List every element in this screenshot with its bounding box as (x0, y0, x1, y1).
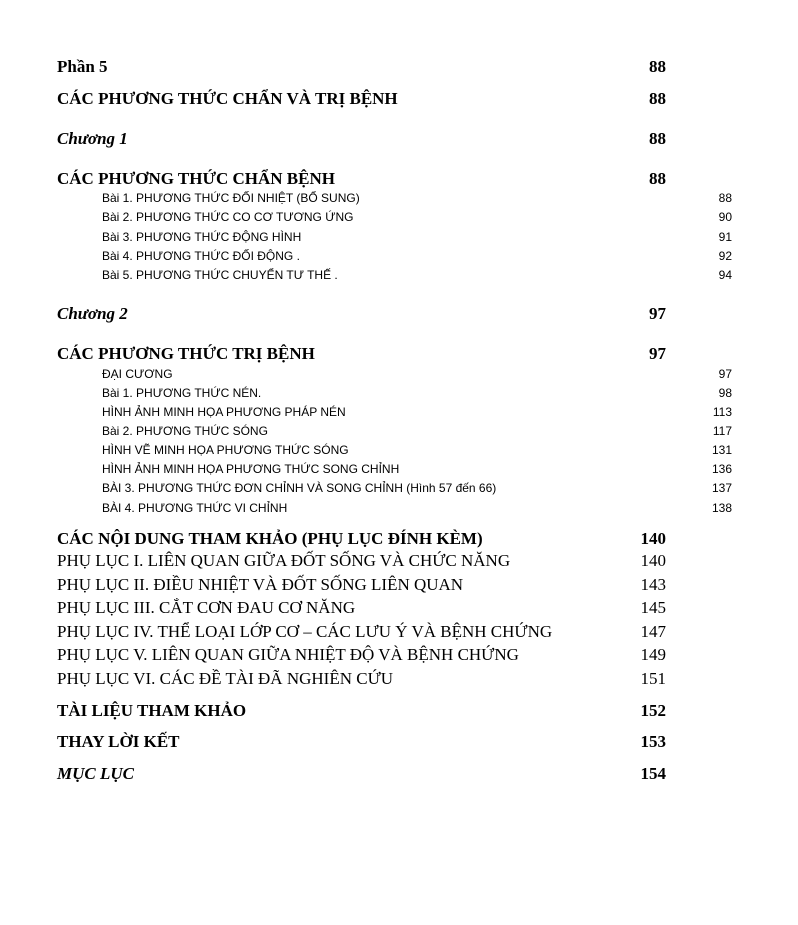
toc-entry-title: THAY LỜI KẾT (57, 732, 180, 751)
toc-entry-page: 131 (711, 443, 732, 457)
toc-entry-page: 147 (640, 622, 666, 641)
toc-entry-title: PHỤ LỤC I. LIÊN QUAN GIỮA ĐỐT SỐNG VÀ CHỨC NĂNG (57, 551, 511, 570)
toc-entry-title: CÁC PHƯƠNG THỨC TRỊ BỆNH (57, 344, 315, 363)
toc-entry-title: PHỤ LỤC V. LIÊN QUAN GIỮA NHIỆT ĐỘ VÀ BỆNH CHỨNG (57, 645, 519, 664)
toc-entry-page: 143 (640, 575, 666, 594)
toc-entry-title: BÀI 3. PHƯƠNG THỨC ĐƠN CHỈNH VÀ SONG CHỈNH (Hình 57 đến 66) (102, 481, 497, 495)
toc-entry-title: Bài 1. PHƯƠNG THỨC ĐỐI NHIỆT (BỔ SUNG) (102, 191, 360, 205)
toc-entry-page: 88 (649, 57, 666, 76)
toc-entry-page: 151 (640, 669, 666, 688)
toc-entry-title: TÀI LIỆU THAM KHẢO (57, 701, 247, 720)
toc-entry-page: 98 (718, 386, 732, 400)
toc-entry-page: 90 (718, 210, 732, 224)
toc-entry-title: MỤC LỤC (57, 764, 134, 783)
toc-entry-title: Bài 1. PHƯƠNG THỨC NÉN. (102, 386, 262, 400)
toc-entry-title: Bài 3. PHƯƠNG THỨC ĐỘNG HÌNH (102, 230, 302, 244)
toc-entry-title: Phần 5 (57, 57, 108, 76)
toc-entry-title: CÁC NỘI DUNG THAM KHẢO (PHỤ LỤC ĐÍNH KÈM) (57, 529, 483, 548)
toc-entry-page: 140 (640, 529, 666, 548)
toc-entry-title: HÌNH VẼ MINH HỌA PHƯƠNG THỨC SÓNG (102, 443, 349, 457)
toc-entry-page: 138 (711, 501, 732, 515)
toc-entry-page: 88 (718, 191, 732, 205)
toc-entry-page: 97 (649, 304, 666, 323)
toc-entry-title: Bài 2. PHƯƠNG THỨC SÓNG (102, 424, 268, 438)
toc-entry-title: CÁC PHƯƠNG THỨC CHẨN VÀ TRỊ BỆNH (57, 89, 398, 108)
toc-entry-page: 117 (712, 424, 732, 438)
toc-entry-page: 88 (649, 129, 666, 148)
toc-entry-page: 94 (718, 268, 732, 282)
toc-entry-title: CÁC PHƯƠNG THỨC CHẨN BỆNH (57, 169, 335, 188)
toc-entry-page: 88 (649, 89, 666, 108)
toc-entry-page: 153 (640, 732, 666, 751)
toc-entry-page: 113 (712, 405, 732, 419)
toc-entry-title: BÀI 4. PHƯƠNG THỨC VI CHỈNH (102, 501, 288, 515)
toc-entry-page: 145 (640, 598, 666, 617)
toc-entry-title: Chương 1 (57, 129, 128, 148)
toc-entry-page: 152 (640, 701, 666, 720)
toc-entry-title: HÌNH ẢNH MINH HỌA PHƯƠNG PHÁP NÉN (102, 405, 346, 419)
toc-entry-title: Chương 2 (57, 304, 128, 323)
toc-entry-page: 136 (711, 462, 732, 476)
toc-entry-title: Bài 2. PHƯƠNG THỨC CO CƠ TƯƠNG ỨNG (102, 210, 354, 224)
toc-entry-page: 140 (640, 551, 666, 570)
toc-entry-page: 97 (718, 367, 732, 381)
toc-entry-title: ĐẠI CƯƠNG (102, 367, 173, 381)
toc-entry-page: 91 (718, 230, 732, 244)
toc-entry-title: PHỤ LỤC IV. THỂ LOẠI LỚP CƠ – CÁC LƯU Ý VÀ BỆNH CHỨNG (57, 622, 553, 641)
toc-entry-title: Bài 4. PHƯƠNG THỨC ĐỐI ĐỘNG . (102, 249, 300, 263)
toc-entry-page: 92 (718, 249, 732, 263)
toc-entry-page: 88 (649, 169, 666, 188)
toc-entry-title: PHỤ LỤC VI. CÁC ĐỀ TÀI ĐÃ NGHIÊN CỨU (57, 669, 394, 688)
toc-entry-title: Bài 5. PHƯƠNG THỨC CHUYỂN TƯ THẾ . (102, 268, 338, 282)
toc-entry-page: 97 (649, 344, 666, 363)
toc-entry-title: PHỤ LỤC III. CẮT CƠN ĐAU CƠ NĂNG (57, 598, 356, 617)
toc-entry-page: 149 (640, 645, 666, 664)
toc-entry-title: PHỤ LỤC II. ĐIỀU NHIỆT VÀ ĐỐT SỐNG LIÊN QUAN (57, 575, 464, 594)
toc-entry-title: HÌNH ẢNH MINH HỌA PHƯƠNG THỨC SONG CHỈNH (102, 462, 400, 476)
toc-entry-page: 137 (711, 481, 732, 495)
toc-entry-page: 154 (640, 764, 666, 783)
